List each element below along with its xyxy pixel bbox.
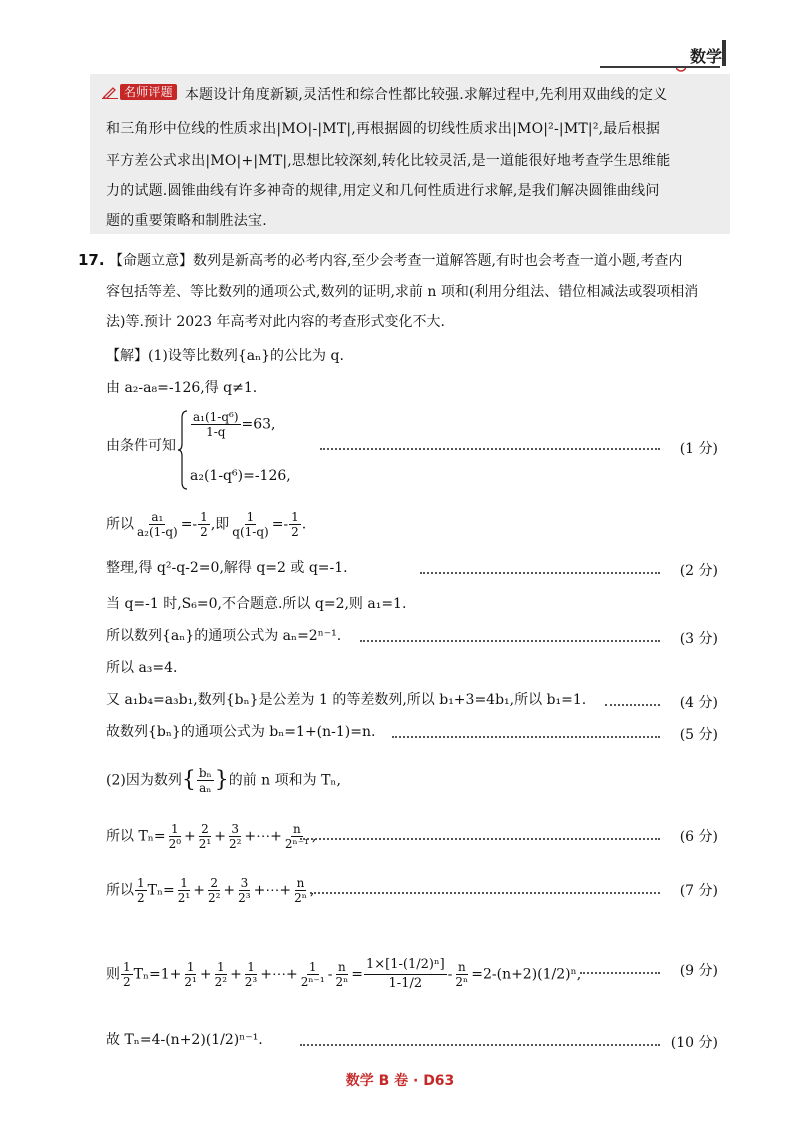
- solution-step-7: 所以数列{aₙ}的通项公式为 aₙ=2ⁿ⁻¹.: [106, 628, 342, 644]
- step4-mid-b: =-: [271, 516, 289, 533]
- v6-num: n: [457, 960, 466, 974]
- solution-step-1: 【解】(1)设等比数列{aₙ}的公比为 q.: [106, 348, 344, 364]
- step4-half-2: [289, 510, 301, 539]
- v1-den: 2¹: [184, 975, 197, 989]
- review-text: 本题设计角度新颖,灵活性和综合性都比较强.求解过程中,先利用双曲线的定义: [184, 87, 668, 103]
- solution-step-4: [106, 510, 306, 539]
- v1-num: 1: [186, 960, 195, 974]
- half-den: 2: [123, 975, 131, 989]
- u2-num: 2: [210, 876, 219, 890]
- step12-term-1: [167, 822, 183, 851]
- v2-den: 2²: [214, 975, 228, 989]
- v3: [243, 960, 259, 989]
- step12-term-2: [197, 822, 213, 851]
- solution-step-14: [106, 956, 581, 993]
- dot-leader: [310, 892, 660, 894]
- step13-term-n: [292, 876, 309, 905]
- v1: [182, 960, 198, 989]
- step12-prefix: 所以 Tₙ=: [106, 828, 166, 845]
- plus: +: [223, 882, 236, 899]
- u3-num: 3: [240, 876, 249, 890]
- step4-f1-num: a₁: [151, 510, 164, 524]
- eq1-fraction: [191, 410, 241, 439]
- t-symbol: Tₙ: [133, 966, 150, 983]
- minus: -: [447, 966, 453, 983]
- v6-den: 2ⁿ: [455, 975, 469, 989]
- review-line-2: 和三角形中位线的性质求出|MO|-|MT|,再根据圆的切线性质求出|MO|²-|MT|²,最后根据: [106, 121, 661, 137]
- step13-term-2: [206, 876, 222, 905]
- cdots: +⋯+: [253, 882, 292, 899]
- v2: [213, 960, 229, 989]
- step13-term-1: [176, 876, 192, 905]
- step4-prefix: 所以: [106, 516, 134, 533]
- step4-h2-num: 1: [291, 510, 299, 524]
- eq1-numerator: a₁(1-q⁶): [193, 410, 239, 424]
- step11-suffix: 的前 n 项和为 Tₙ,: [228, 772, 341, 789]
- equals: =: [351, 966, 363, 983]
- minus: -: [327, 966, 333, 983]
- plus: +: [199, 966, 212, 983]
- t3-num: 3: [231, 822, 239, 836]
- half-num: 1: [123, 960, 131, 974]
- half-den: 2: [137, 891, 145, 905]
- dot-leader: [420, 572, 660, 574]
- v4: [299, 960, 327, 989]
- brace-close: }: [214, 767, 229, 793]
- solution-step-15: 故 Tₙ=4-(n+2)(1/2)ⁿ⁻¹.: [106, 1032, 263, 1048]
- gs-den: 1-1/2: [388, 976, 423, 991]
- equals: =: [163, 882, 175, 899]
- u2-den: 2²: [207, 891, 221, 905]
- v5-num: n: [337, 960, 346, 974]
- u1-den: 2¹: [177, 891, 191, 905]
- solution-step-2: 由 a₂-a₈=-126,得 q≠1.: [106, 380, 258, 396]
- t1-num: 1: [170, 822, 179, 836]
- t-symbol: Tₙ: [147, 882, 164, 899]
- score-3: (3 分): [679, 631, 718, 647]
- tn-num: n: [293, 822, 301, 836]
- step13-prefix: 所以: [106, 882, 134, 899]
- dot-leader: [580, 972, 660, 974]
- step12-term-3: [227, 822, 243, 851]
- v6: [453, 960, 470, 989]
- step13-term-3: [236, 876, 252, 905]
- comma: ,: [311, 828, 317, 845]
- u3-den: 2³: [238, 891, 251, 905]
- score-1: (1 分): [679, 441, 718, 457]
- intent-text-1: 【命题立意】数列是新高考的必考内容,至少会考查一道解答题,有时也会考查一道小题,考查内: [109, 253, 683, 269]
- step14-tail: =2-(n+2)(1/2)ⁿ,: [471, 966, 582, 983]
- review-line-5: 题的重要策略和制胜法宝.: [106, 213, 267, 229]
- geometric-sum: [364, 956, 447, 993]
- solution-step-5: 整理,得 q²-q-2=0,解得 q=2 或 q=-1.: [106, 560, 348, 576]
- t1-den: 2⁰: [168, 837, 182, 851]
- v3-num: 1: [247, 960, 255, 974]
- comma: ,: [309, 882, 315, 899]
- tn-den: 2ⁿ⁻¹: [284, 837, 309, 851]
- review-line-4: 力的试题.圆锥曲线有许多神奇的规律,用定义和几何性质进行求解,是我们解决圆锥曲线问: [106, 183, 660, 199]
- cdots: +⋯+: [260, 966, 298, 983]
- brace-open: {: [181, 767, 196, 793]
- t2-num: 2: [201, 822, 209, 836]
- score-5: (5 分): [679, 727, 718, 743]
- dot-leader: [605, 704, 660, 706]
- step4-mid: =-: [180, 516, 198, 533]
- score-2: (2 分): [679, 563, 718, 579]
- solution-step-12: [106, 822, 316, 851]
- intent-text-2: 容包括等差、等比数列的通项公式,数列的证明,求前 n 项和(利用分组法、错位相减法或裂项相消: [106, 284, 699, 300]
- step4-fraction-1: [135, 510, 180, 539]
- score-7: (7 分): [679, 883, 718, 899]
- half-num: 1: [137, 876, 145, 890]
- step4-h1-num: 1: [200, 510, 208, 524]
- solution-step-8: 所以 a₃=4.: [106, 660, 178, 676]
- step4-end: .: [301, 516, 307, 533]
- solution-step-3-label: 由条件可知: [106, 438, 176, 454]
- question-number: 17.: [78, 251, 105, 269]
- question-line-1: [78, 250, 682, 271]
- step12-term-n: [283, 822, 311, 851]
- v5: [333, 960, 350, 989]
- header-rule: [600, 66, 720, 68]
- t3-den: 2²: [228, 837, 242, 851]
- left-brace: [178, 410, 188, 490]
- plus: +: [193, 882, 205, 899]
- un-den: 2ⁿ: [294, 891, 307, 905]
- solution-step-6: 当 q=-1 时,S₆=0,不合题意.所以 q=2,则 a₁=1.: [106, 596, 407, 612]
- v4-den: 2ⁿ⁻¹: [300, 975, 325, 989]
- plus: +: [184, 828, 196, 845]
- review-line-3: 平方差公式求出|MO|+|MT|,思想比较深刻,转化比较灵活,是一道能很好地考查学生思维能: [106, 153, 671, 169]
- v3-den: 2³: [244, 975, 258, 989]
- eq1-rhs: =63,: [241, 416, 276, 433]
- solution-step-10: 故数列{bₙ}的通项公式为 bₙ=1+(n-1)=n.: [106, 724, 376, 740]
- half-coef: [121, 960, 133, 989]
- header-bar: [722, 40, 726, 66]
- system-equation-2: a₂(1-q⁶)=-126,: [190, 468, 291, 484]
- plus: +: [214, 828, 226, 845]
- dot-leader: [300, 838, 660, 840]
- intent-text-3: 法)等.预计 2023 年高考对此内容的考查形式变化不大.: [106, 314, 445, 330]
- score-10: (10 分): [670, 1035, 718, 1051]
- eq1-denominator: 1-q: [206, 425, 226, 439]
- review-line-1: [102, 84, 667, 106]
- dot-leader: [320, 448, 660, 450]
- v4-num: 1: [308, 960, 317, 974]
- ratio-den: aₙ: [199, 781, 212, 795]
- step4-mid2: ,即: [210, 516, 230, 533]
- half-coef: [135, 876, 147, 905]
- step4-f1-den: a₂(1-q): [137, 525, 178, 539]
- score-6: (6 分): [679, 829, 718, 845]
- cdots: +⋯+: [244, 828, 282, 845]
- t2-den: 2¹: [198, 837, 212, 851]
- score-4: (4 分): [679, 695, 718, 711]
- pencil-icon: [102, 85, 118, 99]
- step4-fraction-2: [230, 510, 270, 539]
- step4-half-1: [198, 510, 210, 539]
- review-badge-label: 名师评题: [120, 84, 177, 100]
- v2-num: 1: [217, 960, 225, 974]
- step4-h2-den: 2: [291, 525, 299, 539]
- step4-f2-den: q(1-q): [232, 525, 269, 539]
- ratio-fraction: [197, 766, 214, 795]
- solution-step-13: [106, 876, 314, 905]
- page-footer: 数学 B 卷 · D63: [345, 1073, 455, 1089]
- u1-num: 1: [180, 876, 188, 890]
- step11-prefix: (2)因为数列: [106, 772, 182, 789]
- v5-den: 2ⁿ: [335, 975, 349, 989]
- ratio-num: bₙ: [198, 766, 212, 780]
- subject-title: 数学: [690, 47, 723, 66]
- dot-leader: [300, 1044, 660, 1046]
- review-badge: [102, 84, 185, 100]
- gs-num: 1×[1-(1/2)ⁿ]: [364, 956, 447, 975]
- step4-h1-den: 2: [200, 525, 208, 539]
- dot-leader: [360, 640, 660, 642]
- eq-one-plus: =1+: [149, 966, 182, 983]
- step14-prefix: 则: [106, 966, 120, 983]
- solution-step-11: [106, 766, 341, 795]
- solution-step-9: 又 a₁b₄=a₃b₁,数列{bₙ}是公差为 1 的等差数列,所以 b₁+3=4b₁,所以 b₁=1.: [106, 692, 587, 708]
- plus: +: [230, 966, 242, 983]
- score-9: (9 分): [679, 963, 718, 979]
- dot-leader: [392, 736, 660, 738]
- system-equation-1: [190, 410, 276, 439]
- un-num: n: [296, 876, 305, 890]
- step4-f2-num: 1: [246, 510, 255, 524]
